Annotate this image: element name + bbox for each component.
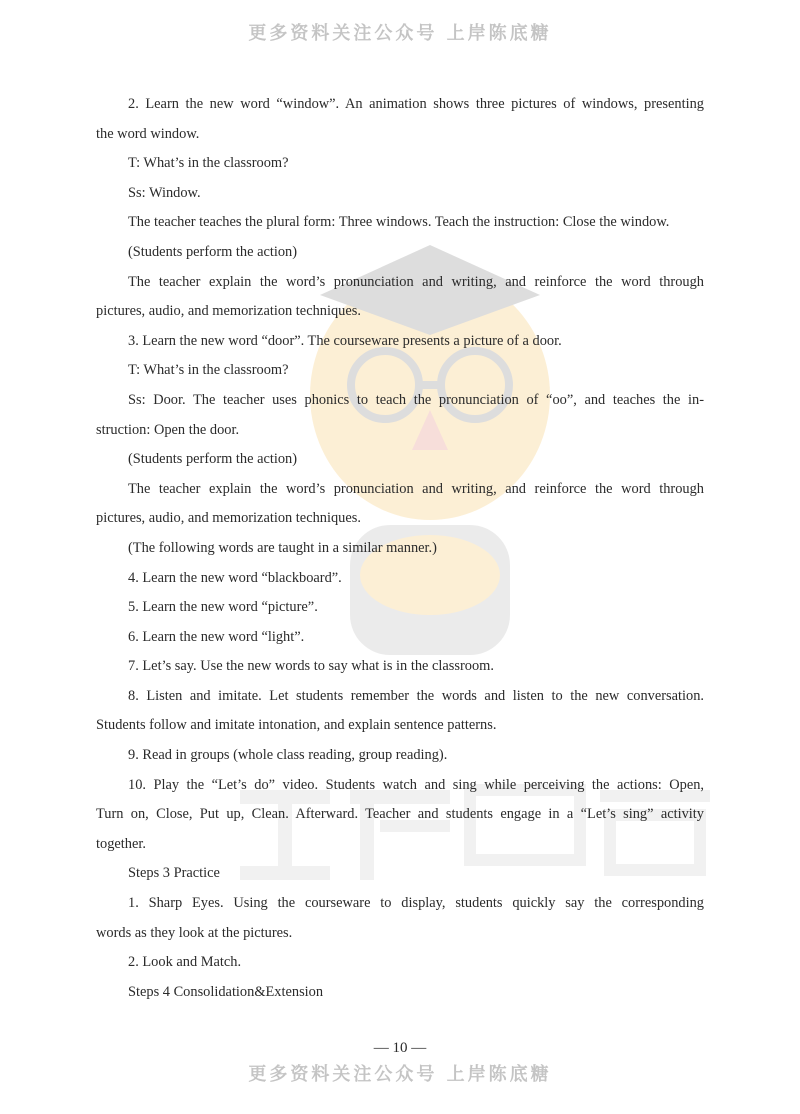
text-line: (Students perform the action)	[128, 243, 298, 260]
text-line: Students follow and imitate intonation, and explain sentence patterns.	[96, 717, 497, 734]
text-line: 1. Sharp Eyes. Using the courseware to display, students quickly say the corresponding	[128, 895, 704, 912]
text-line: The teacher explain the word’s pronunciation and writing, and reinforce the word through	[128, 273, 704, 290]
page-number: — 10 —	[373, 1040, 427, 1056]
text-line: (Students perform the action)	[128, 451, 298, 468]
text-line: Ss: Window.	[128, 184, 201, 201]
text-line: 10. Play the “Let’s do” video. Students watch and sing while perceiving the actions: Open,	[128, 776, 704, 793]
text-line: T: What’s in the classroom?	[128, 155, 289, 172]
text-line: pictures, audio, and memorization techniques.	[96, 510, 361, 527]
watermark-bottom-text: 更多资料关注公众号 上岸陈底糖	[248, 1064, 552, 1085]
watermark-top-text: 更多资料关注公众号 上岸陈底糖	[248, 23, 552, 44]
text-line: 9. Read in groups (whole class reading, group reading).	[128, 747, 448, 764]
text-line: the word window.	[96, 125, 200, 142]
text-line: Ss: Door. The teacher uses phonics to teach the pronunciation of “oo”, and teaches the in-	[128, 391, 704, 408]
text-line: The teacher explain the word’s pronunciation and writing, and reinforce the word through	[128, 480, 704, 497]
text-line: words as they look at the pictures.	[96, 924, 293, 941]
text-line: 2. Learn the new word “window”. An animation shows three pictures of windows, presenting	[128, 96, 704, 112]
text-line: 8. Listen and imitate. Let students remember the words and listen to the new conversation.	[128, 687, 704, 704]
text-line: 5. Learn the new word “picture”.	[128, 599, 318, 616]
text-line: 3. Learn the new word “door”. The courseware presents a picture of a door.	[128, 332, 562, 349]
text-line: Turn on, Close, Put up, Clean. Afterward. Teacher and students engage in a “Let’s sing” activity	[96, 806, 704, 823]
text-line: The teacher teaches the plural form: Three windows. Teach the instruction: Close the window.	[128, 214, 670, 231]
text-line: struction: Open the door.	[96, 421, 240, 438]
document-body	[96, 90, 704, 1007]
text-line: T: What’s in the classroom?	[128, 362, 289, 379]
text-line: pictures, audio, and memorization techniques.	[96, 303, 361, 320]
text-line: 2. Look and Match.	[128, 954, 242, 971]
text-line: 4. Learn the new word “blackboard”.	[128, 569, 342, 586]
text-line: 6. Learn the new word “light”.	[128, 628, 305, 645]
text-line: Steps 3 Practice	[128, 865, 220, 882]
text-line: Steps 4 Consolidation&Extension	[128, 983, 324, 1000]
text-line: 7. Let’s say. Use the new words to say what is in the classroom.	[128, 658, 494, 675]
text-line: together.	[96, 835, 146, 852]
text-line: (The following words are taught in a similar manner.)	[128, 539, 437, 556]
